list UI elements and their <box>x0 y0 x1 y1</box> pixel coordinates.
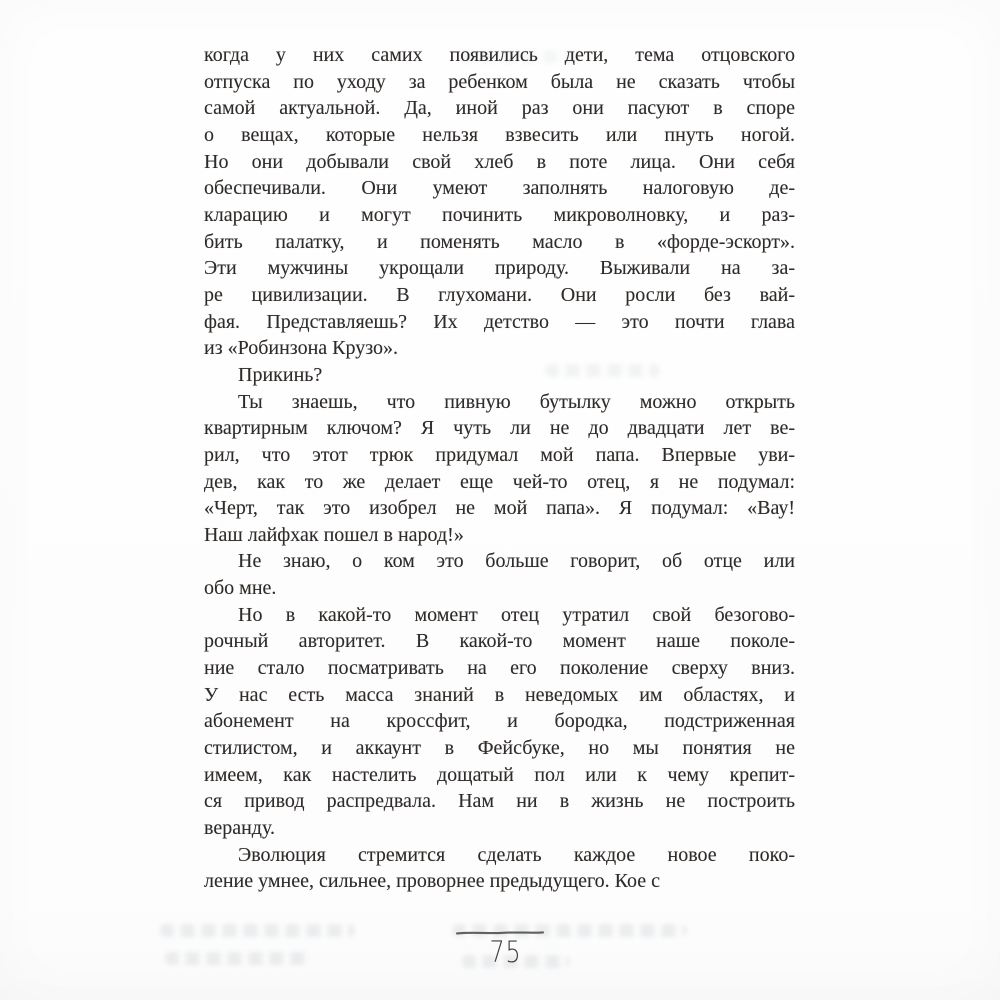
text-line: дев, как то же делает еще чей-то отец, я не подумал: <box>204 470 795 493</box>
text-line: о вещах, которые нельзя взвесить или пнуть ногой. <box>204 123 795 146</box>
page-number: 75 <box>489 935 521 969</box>
text-line: рил, что этот трюк придумал мой папа. Впервые уви- <box>204 443 795 466</box>
text-line: абонемент на кроссфит, и бородка, подстриженная <box>204 710 795 733</box>
text-line: Прикинь? <box>238 363 323 386</box>
text-line: ре цивилизации. В глухомани. Они росли без вай- <box>204 283 795 306</box>
text-line: когда у них самих появились дети, тема отцовского <box>204 44 795 66</box>
text-line: Наш лайфхак пошел в народ!» <box>204 523 464 546</box>
text-line: веранду. <box>204 817 275 840</box>
text-line: Ты знаешь, что пивную бутылку можно открыть <box>238 390 795 413</box>
text-line: стилистом, и аккаунт в Фейсбуке, но мы понятия не <box>204 737 795 760</box>
text-line: кларацию и могут починить микроволновку, и раз- <box>204 203 795 226</box>
text-line: фая. Представляешь? Их детство — это почти глава <box>204 310 795 333</box>
text-line: У нас есть масса знаний в неведомых им областях, и <box>204 683 795 706</box>
text-line: Эволюция стремится сделать каждое новое поко- <box>238 843 795 866</box>
text-line: ся привод распредвала. Нам ни в жизнь не построить <box>204 790 795 813</box>
text-line: рочный авторитет. В какой-то момент наше поколе- <box>204 630 795 653</box>
text-line: Не знаю, о ком это больше говорит, об отце или <box>238 550 795 573</box>
text-line: отпуска по уходу за ребенком была не сказать чтобы <box>204 70 795 93</box>
text-line: ление умнее, сильнее, проворнее предыдущего. Кое с <box>204 870 661 893</box>
text-line: Эти мужчины укрощали природу. Выживали на за- <box>204 257 795 280</box>
text-line: самой актуальной. Да, иной раз они пасуют в споре <box>204 97 795 120</box>
text-line: обеспечивали. Они умеют заполнять налоговую де- <box>204 177 795 200</box>
text-line: Но они добывали свой хлеб в поте лица. Они себя <box>204 150 795 173</box>
text-line: имеем, как настелить дощатый пол или к чему крепит- <box>204 763 795 786</box>
text-line: бить палатку, и поменять масло в «форде-эскорт». <box>204 230 795 253</box>
text-line: обо мне. <box>204 577 277 600</box>
text-line: из «Робинзона Крузо». <box>204 337 399 360</box>
page-body-text <box>204 42 795 895</box>
text-line: «Черт, так это изобрел не мой папа». Я подумал: «Вау! <box>204 497 795 520</box>
text-line: квартирным ключом? Я чуть ли не до двадцати лет ве- <box>204 417 795 440</box>
page-footer <box>0 930 1000 967</box>
text-line: Но в какой-то момент отец утратил свой безогово- <box>238 603 795 626</box>
text-line: ние стало посматривать на его поколение сверху вниз. <box>204 657 795 680</box>
